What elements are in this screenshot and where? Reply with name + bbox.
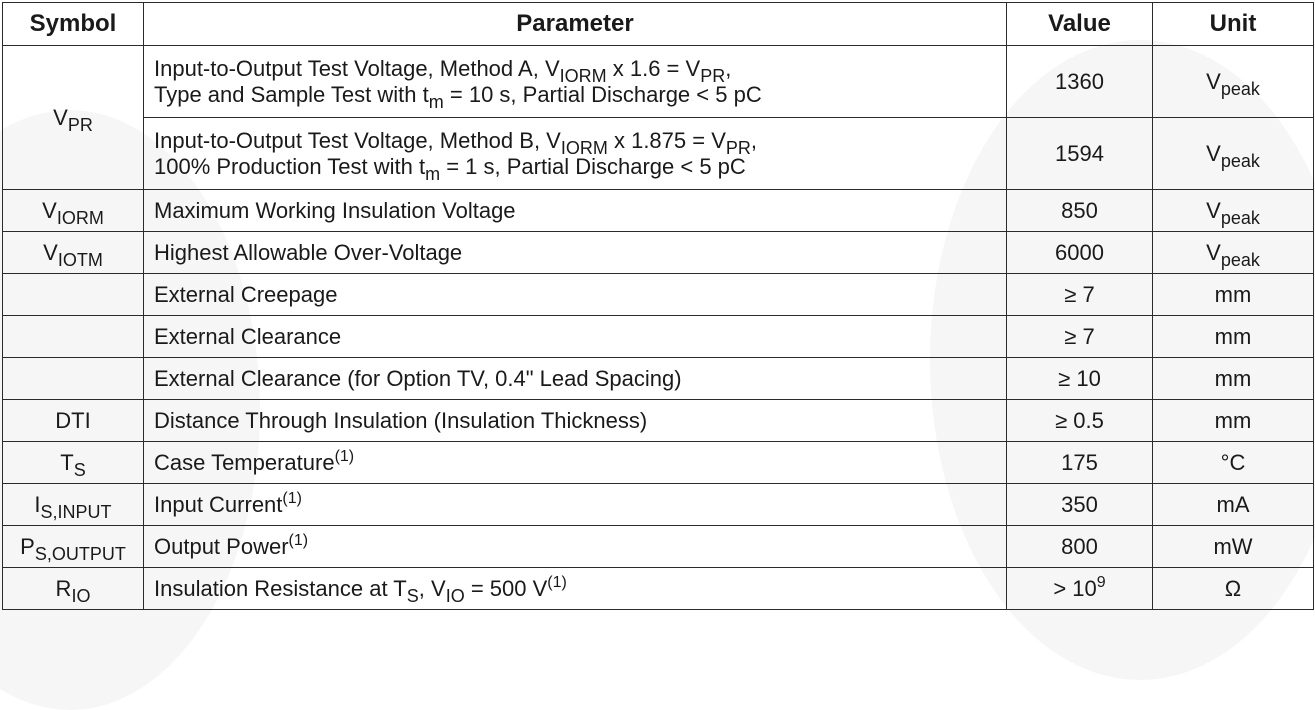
- unit-cell: mA: [1153, 484, 1314, 526]
- parameter-cell: Input Current$^{(1)}$: [144, 484, 1007, 526]
- table-row: [3, 526, 1314, 568]
- parameter-cell: Case Temperature$^{(1)}$: [144, 442, 1007, 484]
- parameter-cell: Input-to-Output Test Voltage, Method A, $V_{IORM}$ x $1.6 = V_{PR}$, Type and Sample Test with $t_m = 10$ s, Partial Discharge < 5 pC: [144, 46, 1007, 118]
- value-cell: 800: [1007, 526, 1153, 568]
- symbol-cell-empty: [3, 274, 144, 316]
- table-row: [3, 274, 1314, 316]
- symbol-cell: DTI: [3, 400, 144, 442]
- unit-cell: $V_{peak}$: [1153, 190, 1314, 232]
- unit-cell: °C: [1153, 442, 1314, 484]
- value-cell: 175: [1007, 442, 1153, 484]
- parameter-cell: External Clearance: [144, 316, 1007, 358]
- table-row: [3, 358, 1314, 400]
- header-value: Value: [1007, 3, 1153, 46]
- table-row: [3, 568, 1314, 610]
- table-row: [3, 442, 1314, 484]
- header-parameter: Parameter: [144, 3, 1007, 46]
- parameter-cell: Input-to-Output Test Voltage, Method B, $V_{IORM}$ x $1.875 = V_{PR}$, 100% Production Test with $t_m = 1$ s, Partial Discharge < 5 pC: [144, 118, 1007, 190]
- table-row: [3, 46, 1314, 118]
- table-row: [3, 400, 1314, 442]
- parameter-cell: External Clearance (for Option TV, 0.4" Lead Spacing): [144, 358, 1007, 400]
- table-row: [3, 316, 1314, 358]
- header-symbol: Symbol: [3, 3, 144, 46]
- parameter-cell: Output Power$^{(1)}$: [144, 526, 1007, 568]
- value-cell: ≥ 0.5: [1007, 400, 1153, 442]
- table-row: [3, 232, 1314, 274]
- unit-cell: $V_{peak}$: [1153, 232, 1314, 274]
- unit-cell: mm: [1153, 400, 1314, 442]
- unit-cell: $V_{peak}$: [1153, 118, 1314, 190]
- parameter-cell: Distance Through Insulation (Insulation Thickness): [144, 400, 1007, 442]
- symbol-cell: $V_{IORM}$: [3, 190, 144, 232]
- footnote-ref: (1): [547, 573, 567, 591]
- table-header-row: [3, 3, 1314, 46]
- header-unit: Unit: [1153, 3, 1314, 46]
- value-cell: 350: [1007, 484, 1153, 526]
- value-cell: ≥ 10: [1007, 358, 1153, 400]
- unit-cell: mm: [1153, 316, 1314, 358]
- symbol-cell: $R_{IO}$: [3, 568, 144, 610]
- unit-cell: mW: [1153, 526, 1314, 568]
- table-row: [3, 118, 1314, 190]
- table-row: [3, 190, 1314, 232]
- table-row: [3, 484, 1314, 526]
- parameter-cell: External Creepage: [144, 274, 1007, 316]
- value-cell: 1360: [1007, 46, 1153, 118]
- parameter-cell: Maximum Working Insulation Voltage: [144, 190, 1007, 232]
- symbol-cell: $V_{IOTM}$: [3, 232, 144, 274]
- value-cell: 1594: [1007, 118, 1153, 190]
- unit-cell: $V_{peak}$: [1153, 46, 1314, 118]
- symbol-cell: $I_{S,INPUT}$: [3, 484, 144, 526]
- parameter-cell: Highest Allowable Over-Voltage: [144, 232, 1007, 274]
- parameter-cell: Insulation Resistance at $T_S$, $V_{IO} = 500$ $V^{(1)}$: [144, 568, 1007, 610]
- symbol-cell: $T_S$: [3, 442, 144, 484]
- symbol-cell-empty: [3, 358, 144, 400]
- unit-cell: Ω: [1153, 568, 1314, 610]
- value-cell: 850: [1007, 190, 1153, 232]
- value-cell: 6000: [1007, 232, 1153, 274]
- value-cell: ≥ 7: [1007, 274, 1153, 316]
- symbol-cell-empty: [3, 316, 144, 358]
- footnote-ref: (1): [334, 447, 355, 465]
- symbol-cell: $P_{S,OUTPUT}$: [3, 526, 144, 568]
- unit-cell: mm: [1153, 358, 1314, 400]
- symbol-cell: $V_{PR}$: [3, 46, 144, 190]
- value-cell: > $10^9$: [1007, 568, 1153, 610]
- footnote-ref: (1): [282, 489, 302, 507]
- unit-cell: mm: [1153, 274, 1314, 316]
- footnote-ref: (1): [288, 531, 309, 549]
- insulation-characteristics-table: [2, 2, 1314, 610]
- value-cell: ≥ 7: [1007, 316, 1153, 358]
